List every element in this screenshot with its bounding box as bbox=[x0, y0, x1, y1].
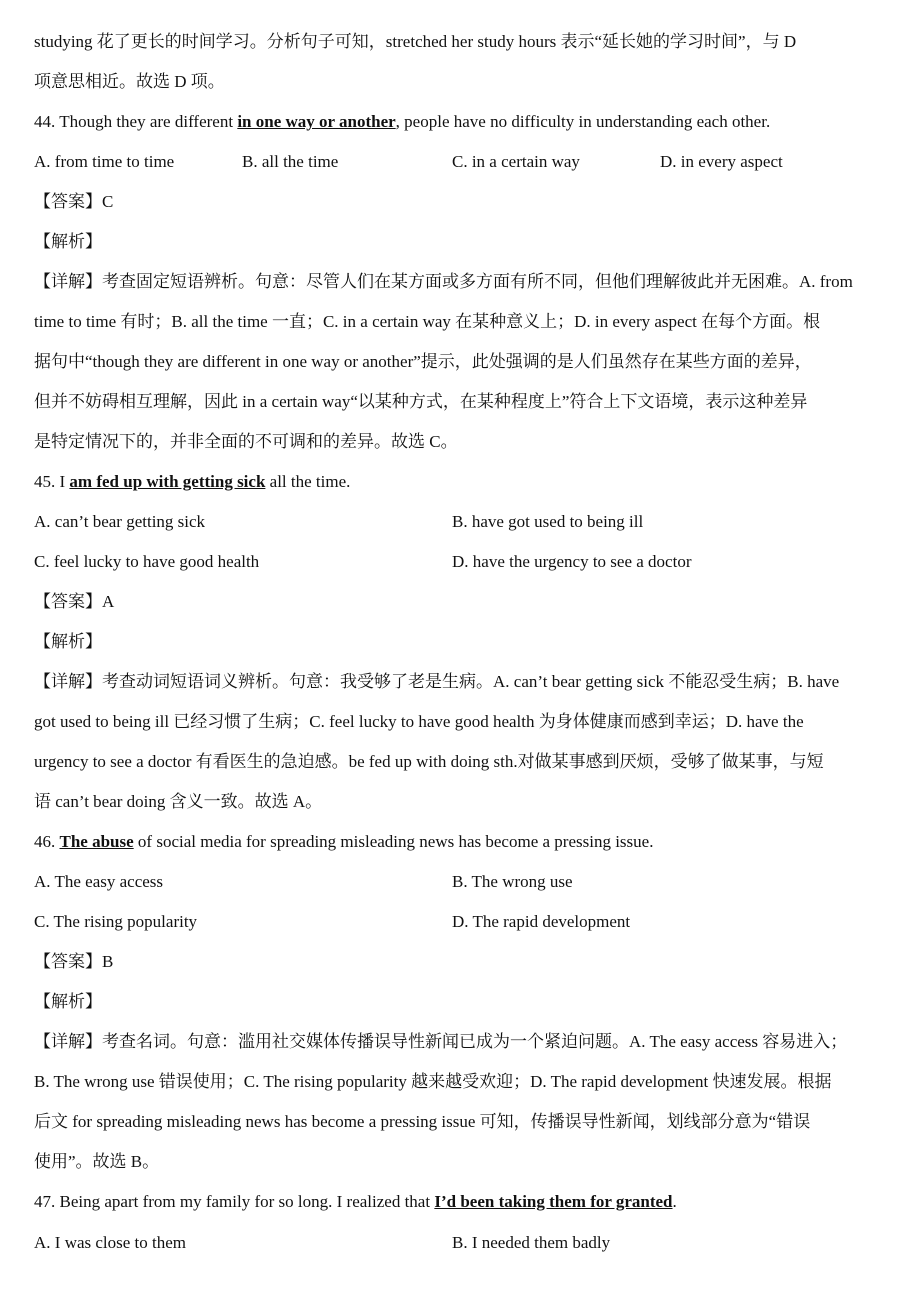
question-47 bbox=[34, 1191, 677, 1213]
question-46 bbox=[34, 831, 653, 853]
option-b: B. I needed them badly bbox=[452, 1233, 611, 1252]
explanation-line: 语 can’t bear doing 含义一致。故选 A。 bbox=[34, 792, 323, 811]
underlined-phrase: I’d been taking them for granted bbox=[434, 1192, 673, 1211]
explanation-line: 【详解】考查动词短语词义辨析。句意：我受够了老是生病。A. can’t bear getting sick 不能忍受生病；B. have bbox=[34, 672, 840, 691]
option-a: A. The easy access bbox=[34, 872, 164, 891]
option-b: B. have got used to being ill bbox=[452, 512, 644, 531]
option-a: A. from time to time bbox=[34, 152, 175, 171]
explanation-line: 据句中“though they are different in one way or another”提示，此处强调的是人们虽然存在某些方面的差异， bbox=[34, 352, 812, 371]
explanation-line: 但并不妨碍相互理解，因此 in a certain way“以某种方式，在某种程度上”符合上下文语境，表示这种差异 bbox=[34, 392, 808, 411]
answer-label: 【答案】B bbox=[34, 952, 114, 971]
option-d: D. The rapid development bbox=[452, 912, 631, 931]
question-text: all the time. bbox=[265, 472, 351, 491]
question-text: 46. bbox=[34, 832, 60, 851]
explanation-line: 使用”。故选 B。 bbox=[34, 1152, 160, 1171]
explanation-line: 【详解】考查名词。句意：滥用社交媒体传播误导性新闻已成为一个紧迫问题。A. The easy access 容易进入； bbox=[34, 1032, 848, 1051]
option-d: D. have the urgency to see a doctor bbox=[452, 552, 692, 571]
option-c: C. feel lucky to have good health bbox=[34, 552, 260, 571]
analysis-label: 【解析】 bbox=[34, 632, 102, 651]
option-a: A. I was close to them bbox=[34, 1233, 187, 1252]
explanation-line: got used to being ill 已经习惯了生病；C. feel lucky to have good health 为身体健康而感到幸运；D. have the bbox=[34, 712, 804, 731]
analysis-label: 【解析】 bbox=[34, 232, 102, 251]
option-a: A. can’t bear getting sick bbox=[34, 512, 206, 531]
question-text: of social media for spreading misleading news has become a pressing issue. bbox=[133, 832, 654, 851]
text-line: studying 花了更长的时间学习。分析句子可知，stretched her study hours 表示“延长她的学习时间”，与 D bbox=[34, 32, 797, 51]
answer-label: 【答案】C bbox=[34, 192, 114, 211]
answer-label: 【答案】A bbox=[34, 592, 115, 611]
explanation-line: urgency to see a doctor 有看医生的急迫感。be fed up with doing sth.对做某事感到厌烦，受够了做某事，与短 bbox=[34, 752, 824, 771]
option-c: C. in a certain way bbox=[452, 152, 580, 171]
option-c: C. The rising popularity bbox=[34, 912, 198, 931]
explanation-line: time to time 有时；B. all the time 一直；C. in a certain way 在某种意义上；D. in every aspect 在每个方面。根 bbox=[34, 312, 821, 331]
option-b: B. The wrong use bbox=[452, 872, 573, 891]
option-b: B. all the time bbox=[242, 152, 339, 171]
question-45 bbox=[34, 471, 350, 493]
question-text: 45. I bbox=[34, 472, 70, 491]
text-line: 项意思相近。故选 D 项。 bbox=[34, 72, 225, 91]
question-text: , people have no difficulty in understanding each other. bbox=[395, 112, 771, 131]
underlined-phrase: The abuse bbox=[59, 832, 134, 851]
question-text: . bbox=[672, 1192, 677, 1211]
explanation-line: 后文 for spreading misleading news has become a pressing issue 可知，传播误导性新闻，划线部分意为“错误 bbox=[34, 1112, 811, 1131]
question-text: 44. Though they are different bbox=[34, 112, 238, 131]
explanation-line: B. The wrong use 错误使用；C. The rising popularity 越来越受欢迎；D. The rapid development 快速发展。根据 bbox=[34, 1072, 832, 1091]
underlined-phrase: am fed up with getting sick bbox=[69, 472, 266, 491]
option-d: D. in every aspect bbox=[660, 152, 783, 171]
analysis-label: 【解析】 bbox=[34, 992, 102, 1011]
explanation-line: 是特定情况下的，并非全面的不可调和的差异。故选 C。 bbox=[34, 432, 458, 451]
explanation-line: 【详解】考查固定短语辨析。句意：尽管人们在某方面或多方面有所不同，但他们理解彼此并无困难。A. from bbox=[34, 272, 853, 291]
question-text: 47. Being apart from my family for so long. I realized that bbox=[34, 1192, 435, 1211]
underlined-phrase: in one way or another bbox=[237, 112, 396, 131]
question-44 bbox=[34, 111, 770, 133]
